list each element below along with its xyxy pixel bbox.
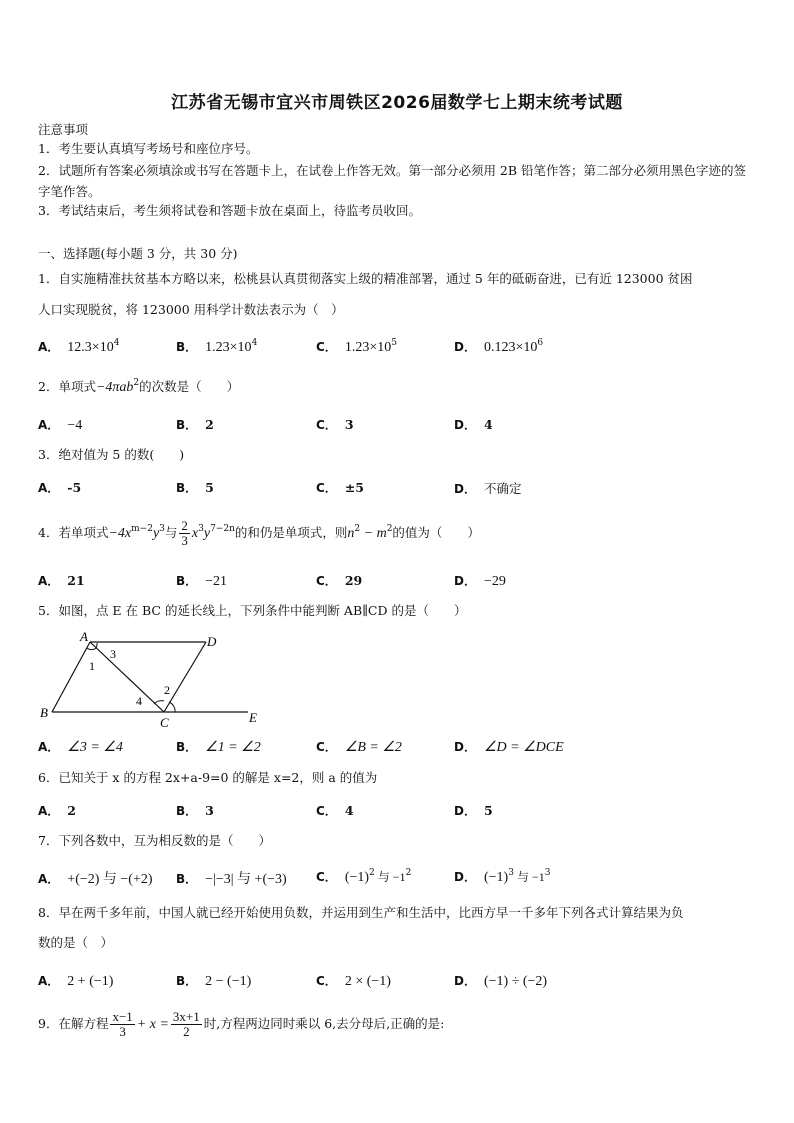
q2-exponent: 2 bbox=[133, 378, 140, 388]
option-label: C． bbox=[316, 340, 337, 354]
q9-mid: + x = bbox=[136, 1017, 169, 1032]
option-label: A． bbox=[38, 481, 60, 495]
label-b: B bbox=[40, 705, 48, 720]
option-text: −|−3| 与 +(−3) bbox=[205, 872, 287, 887]
q4-term3-exp2: 2 bbox=[386, 524, 393, 534]
option-label: C． bbox=[316, 740, 337, 754]
option-tail: 与 −1 bbox=[513, 870, 545, 884]
option-text: 4 bbox=[483, 417, 493, 432]
q8-stem-line1: 8．早在两千多年前，中国人就已经开始使用负数，并运用到生产和生活中，比西方早一千多年下列各式计算结果为负 bbox=[38, 905, 684, 920]
option-text: 5 bbox=[205, 480, 214, 495]
option-text: (−1) bbox=[483, 870, 509, 885]
option-text: 1.23×10 bbox=[205, 340, 252, 355]
option-label: D． bbox=[454, 482, 476, 496]
q6-options bbox=[38, 802, 758, 820]
q5-options bbox=[38, 738, 758, 756]
fraction-denominator: 3 bbox=[119, 1024, 126, 1039]
option-label: B． bbox=[176, 418, 198, 432]
option-label: B． bbox=[176, 804, 198, 818]
q4-option-b[interactable] bbox=[176, 572, 227, 590]
option-text: 4 bbox=[344, 803, 354, 818]
fraction-numerator: x−1 bbox=[112, 1009, 133, 1024]
option-text: −29 bbox=[483, 574, 506, 589]
q1-option-c[interactable] bbox=[316, 338, 397, 356]
option-label: A． bbox=[38, 804, 60, 818]
q2-suffix: 的次数是（ ） bbox=[139, 379, 240, 394]
q4-suffix: 的值为（ ） bbox=[392, 525, 480, 540]
option-text: 5 bbox=[483, 803, 493, 818]
option-label: B． bbox=[176, 872, 198, 886]
q4-term3: n bbox=[347, 526, 355, 541]
option-label: A． bbox=[38, 340, 60, 354]
option-label: D． bbox=[454, 340, 476, 354]
option-text: 3 bbox=[344, 417, 354, 432]
option-text: 1.23×10 bbox=[344, 340, 392, 355]
q7-option-b[interactable] bbox=[176, 868, 287, 888]
option-exp: 3 bbox=[508, 868, 514, 878]
option-text: 3 bbox=[205, 803, 214, 818]
option-text: 21 bbox=[67, 573, 85, 588]
option-label: C． bbox=[316, 804, 337, 818]
option-label: B． bbox=[176, 974, 198, 988]
arc-angle-3 bbox=[96, 643, 97, 648]
q9-prefix: 9．在解方程 bbox=[38, 1016, 109, 1031]
q2-expression: −4πab bbox=[95, 380, 134, 395]
q2-option-a[interactable] bbox=[38, 416, 82, 434]
arc-angle-1 bbox=[87, 648, 96, 650]
q3-option-c[interactable] bbox=[316, 479, 364, 496]
q2-option-d[interactable] bbox=[454, 416, 493, 433]
q3-option-a[interactable] bbox=[38, 479, 81, 496]
q4-fraction bbox=[179, 519, 190, 548]
label-c: C bbox=[160, 715, 169, 730]
option-text: 2 − (−1) bbox=[205, 974, 252, 989]
option-label: B． bbox=[176, 340, 198, 354]
angle-label-1: 1 bbox=[89, 659, 95, 673]
q6-option-b[interactable] bbox=[176, 802, 214, 819]
q3-options bbox=[38, 479, 758, 497]
q3-option-d[interactable] bbox=[454, 479, 521, 497]
q2-option-b[interactable] bbox=[176, 416, 214, 433]
q4-term1-exp: m−2 bbox=[131, 524, 153, 534]
option-label: A． bbox=[38, 574, 60, 588]
option-text: 29 bbox=[344, 573, 363, 588]
option-label: A． bbox=[38, 418, 60, 432]
angle-label-4: 4 bbox=[136, 694, 142, 708]
option-text: (−1) bbox=[344, 870, 370, 885]
label-a: A bbox=[80, 630, 88, 644]
option-label: D． bbox=[454, 870, 476, 884]
q5-option-d[interactable] bbox=[454, 738, 564, 756]
q1-options bbox=[38, 338, 758, 356]
fraction-numerator: 2 bbox=[181, 518, 188, 533]
option-text: −4 bbox=[67, 418, 83, 433]
q8-option-d[interactable] bbox=[454, 972, 547, 990]
option-tail-exp: 3 bbox=[544, 868, 551, 878]
q4-term2-exp: 3 bbox=[198, 524, 204, 534]
q4-option-a[interactable] bbox=[38, 572, 85, 589]
fraction-numerator: 3x+1 bbox=[172, 1009, 200, 1024]
fraction-denominator: 2 bbox=[183, 1024, 190, 1039]
option-label: D． bbox=[454, 804, 476, 818]
section-heading: 一、选择题(每小题 3 分，共 30 分) bbox=[38, 246, 238, 261]
q4-term3-exp: 2 bbox=[354, 524, 361, 534]
q9-stem bbox=[38, 1005, 756, 1043]
q4-mid2: 的和仍是单项式，则 bbox=[234, 525, 348, 540]
label-d: D bbox=[207, 634, 217, 649]
q1-stem-line1: 1．自实施精准扶贫基本方略以来，松桃县认真贯彻落实上级的精准部署，通过 5 年的砥砺奋进，已有近 123000 贫困 bbox=[38, 271, 693, 286]
option-text: 0.123×10 bbox=[483, 340, 538, 355]
option-text: ∠B = ∠2 bbox=[344, 740, 402, 755]
option-text: ±5 bbox=[344, 480, 364, 495]
q1-option-a[interactable] bbox=[38, 338, 119, 356]
option-label: D． bbox=[454, 740, 476, 754]
option-label: C． bbox=[316, 418, 337, 432]
q4-term1: −4x bbox=[108, 526, 132, 541]
option-label: C． bbox=[316, 574, 337, 588]
q6-option-c[interactable] bbox=[316, 802, 354, 819]
q5-option-a[interactable] bbox=[38, 738, 123, 756]
option-text: 2 bbox=[67, 803, 76, 818]
option-label: C． bbox=[316, 870, 337, 884]
option-exp: 4 bbox=[251, 338, 258, 348]
q7-options bbox=[38, 868, 758, 886]
q4-mid: 与 bbox=[164, 525, 178, 540]
q2-stem bbox=[38, 379, 756, 396]
q3-stem: 3．绝对值为 5 的数( ) bbox=[38, 447, 185, 462]
option-text: ∠3 = ∠4 bbox=[67, 740, 123, 755]
notice-item-1: 1．考生要认真填写考场号和座位序号。 bbox=[38, 141, 259, 156]
q9-suffix: 时,方程两边同时乘以 6,去分母后,正确的是: bbox=[203, 1016, 445, 1031]
line-ac bbox=[90, 642, 164, 712]
option-text: ∠D = ∠DCE bbox=[483, 740, 564, 755]
line-dc bbox=[164, 642, 206, 712]
angle-label-2: 2 bbox=[164, 683, 170, 697]
q8-option-c[interactable] bbox=[316, 972, 391, 990]
q7-stem: 7．下列各数中，互为相反数的是（ ） bbox=[38, 833, 271, 848]
option-tail-exp: 2 bbox=[405, 868, 412, 878]
option-label: D． bbox=[454, 574, 476, 588]
q1-option-b[interactable] bbox=[176, 338, 257, 356]
q4-term2-y: y bbox=[203, 526, 211, 541]
angle-label-3: 3 bbox=[110, 647, 116, 661]
option-exp: 4 bbox=[113, 338, 120, 348]
label-e: E bbox=[249, 710, 257, 725]
q5-stem: 5．如图，点 E 在 BC 的延长线上，下列条件中能判断 AB∥CD 的是（ ） bbox=[38, 603, 467, 618]
option-label: D． bbox=[454, 418, 476, 432]
q6-option-d[interactable] bbox=[454, 802, 493, 819]
option-text: -5 bbox=[67, 480, 82, 495]
option-label: C． bbox=[316, 974, 337, 988]
option-text: 12.3×10 bbox=[67, 340, 114, 355]
option-label: C． bbox=[316, 481, 337, 495]
q5-option-c[interactable] bbox=[316, 738, 402, 756]
q8-stem-line2: 数的是（ ） bbox=[38, 935, 114, 950]
q6-option-a[interactable] bbox=[38, 802, 76, 819]
option-text: −21 bbox=[205, 574, 228, 589]
q4-option-d[interactable] bbox=[454, 572, 506, 590]
q4-options bbox=[38, 572, 758, 590]
q4-prefix: 4．若单项式 bbox=[38, 525, 109, 540]
option-exp: 6 bbox=[537, 338, 544, 348]
q4-term2: x bbox=[191, 526, 199, 541]
q9-fraction-left bbox=[110, 1010, 134, 1039]
option-tail: 与 −1 bbox=[374, 870, 406, 884]
arc-angle-2 bbox=[169, 702, 175, 712]
q4-term3-mid: − m bbox=[360, 526, 387, 541]
q5-figure bbox=[36, 630, 276, 730]
q1-stem-line2: 人口实现脱贫，将 123000 用科学计数法表示为（ ） bbox=[38, 302, 344, 317]
option-text: 2 + (−1) bbox=[67, 974, 114, 989]
q4-option-c[interactable] bbox=[316, 572, 362, 589]
q4-term1-yexp: 3 bbox=[159, 524, 165, 534]
q4-stem bbox=[38, 516, 756, 550]
option-text: 2 bbox=[205, 417, 214, 432]
q8-options bbox=[38, 972, 758, 990]
option-exp: 5 bbox=[391, 338, 397, 348]
option-label: B． bbox=[176, 740, 198, 754]
page-title: 江苏省无锡市宜兴市周铁区2026届数学七上期末统考试题 bbox=[171, 93, 623, 113]
q8-option-a[interactable] bbox=[38, 972, 113, 990]
option-text: (−1) ÷ (−2) bbox=[483, 974, 548, 989]
q8-option-b[interactable] bbox=[176, 972, 251, 990]
q9-fraction-right bbox=[171, 1010, 202, 1039]
line-ab bbox=[52, 642, 90, 712]
notice-item-2: 2．试题所有答案必须填涂或书写在答题卡上，在试卷上作答无效。第一部分必须用 2B 铅笔作答；第二部分必须用黑色字迹的签字笔作答。 bbox=[38, 163, 747, 199]
fraction-denominator: 3 bbox=[181, 533, 188, 548]
option-label: A． bbox=[38, 740, 60, 754]
q7-option-a[interactable] bbox=[38, 868, 153, 888]
notice-heading: 注意事项 bbox=[38, 122, 89, 137]
q4-term1-y: y bbox=[152, 526, 160, 541]
q2-prefix: 2．单项式 bbox=[38, 379, 96, 394]
q3-option-b[interactable] bbox=[176, 479, 214, 496]
option-text: 不确定 bbox=[483, 481, 522, 496]
option-label: B． bbox=[176, 574, 198, 588]
notice-item-3: 3．考试结束后，考生须将试卷和答题卡放在桌面上，待监考员收回。 bbox=[38, 203, 421, 218]
q6-stem: 6．已知关于 x 的方程 2x+a-9=0 的解是 x=2，则 a 的值为 bbox=[38, 770, 378, 785]
option-text: ∠1 = ∠2 bbox=[205, 740, 261, 755]
q4-term2-yexp: 7−2n bbox=[210, 524, 235, 534]
q7-option-d[interactable] bbox=[454, 868, 550, 886]
option-exp: 2 bbox=[369, 868, 375, 878]
q1-option-d[interactable] bbox=[454, 338, 543, 356]
option-text: +(−2) 与 −(+2) bbox=[67, 872, 153, 887]
option-text: 2 × (−1) bbox=[344, 974, 391, 989]
option-label: A． bbox=[38, 872, 60, 886]
q2-options bbox=[38, 416, 758, 434]
option-label: D． bbox=[454, 974, 476, 988]
q7-option-c[interactable] bbox=[316, 868, 411, 886]
option-label: B． bbox=[176, 481, 198, 495]
q2-option-c[interactable] bbox=[316, 416, 354, 433]
q5-option-b[interactable] bbox=[176, 738, 261, 756]
option-label: A． bbox=[38, 974, 60, 988]
